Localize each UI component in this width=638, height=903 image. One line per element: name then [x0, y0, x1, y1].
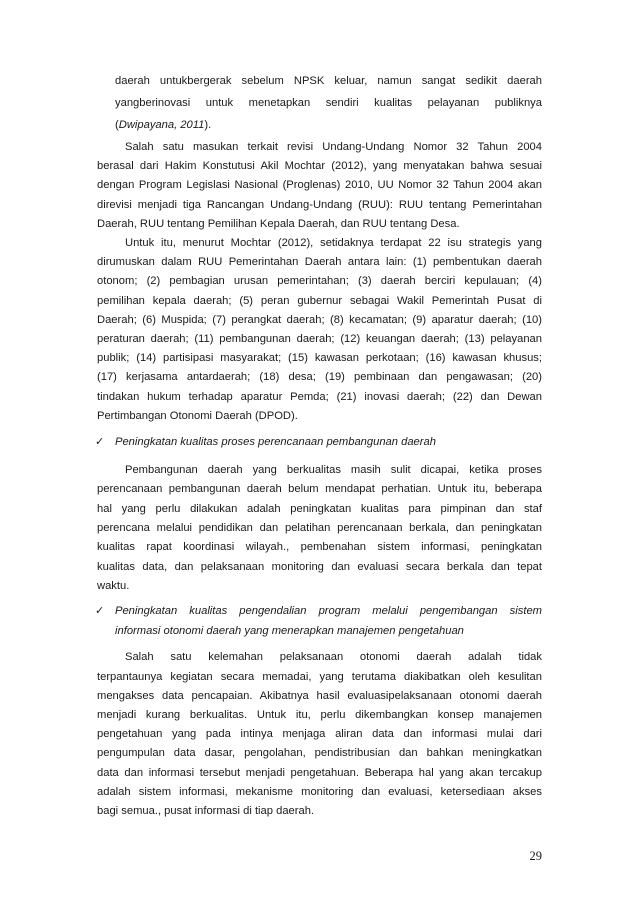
para4-line-1: Salah satu kelemahan pelaksanaan otonomi daerah adalah tidak [125, 651, 542, 663]
para1-line-2: berasal dari Hakim Konstutusi Akil Mochtar (2012), yang menyatakan bahwa sesuai [97, 160, 542, 172]
check-icon: ✓ [95, 605, 105, 617]
para2-line-5: Daerah; (6) Muspida; (7) perangkat daerah; (8) kecamatan; (9) aparatur daerah; (10) [97, 314, 542, 326]
para3-line-5: kualitas rapat koordinasi wilayah., pembenahan sistem informasi, peningkatan [97, 541, 542, 553]
para2-line-7: publik; (14) partisipasi masyarakat; (15) kawasan perkotaan; (16) kawasan khusus; [97, 352, 542, 364]
bullet1-text: Peningkatan kualitas proses perencanaan pembangunan daerah [115, 436, 436, 448]
quote-line-1: daerah untukbergerak sebelum NPSK keluar, namun sangat sedikit daerah [115, 75, 542, 87]
citation-close: ). [204, 119, 212, 131]
para3-line-7: waktu. [97, 580, 130, 592]
para2-line-4: pemilihan kepala daerah; (5) peran gubernur sebagai Wakil Pemerintah Pusat di [97, 295, 542, 307]
para4-line-5: pengetahuan yang pada intinya menjaga aliran data dan informasi mulai dari [97, 728, 542, 740]
para2-line-8: (17) kerjasama antardaerah; (18) desa; (19) pembinaan dan pengawasan; (20) [97, 371, 542, 383]
para2-line-3: otonom; (2) pembagian urusan pemerintahan; (3) daerah berciri kepulauan; (4) [97, 275, 542, 287]
para4-line-7: data dan informasi tersebut menjadi pengetahuan. Beberapa hal yang akan tercakup [97, 767, 542, 779]
para3-line-3: hal yang perlu dilakukan adalah peningkatan kualitas para pimpinan dan staf [97, 503, 542, 515]
para2-line-9: tindakan hukum terhadap aparatur Pemda; (21) inovasi daerah; (22) dan Dewan [97, 391, 542, 403]
bullet2-line-2: informasi otonomi daerah yang menerapkan manajemen pengetahuan [115, 625, 464, 637]
page-number: 29 [529, 849, 542, 863]
para4-line-3: mengakses data pencapaian. Akibatnya hasil evaluasipelaksanaan otonomi daerah [97, 690, 542, 702]
citation: Dwipayana, 2011 [118, 119, 205, 131]
para4-line-6: pengumpulan data dasar, pengolahan, pendistribusian dan bahkan meningkatkan [97, 747, 542, 759]
para4-line-4: menjadi kurang berkualitas. Untuk itu, perlu dikembangkan konsep manajemen [97, 709, 542, 721]
para2-line-6: peraturan daerah; (11) pembangunan daerah; (12) keuangan daerah; (13) pelayanan [97, 333, 542, 345]
quote-line-2: yangberinovasi untuk menetapkan sendiri kualitas pelayanan publiknya [115, 97, 542, 109]
para2-line-1: Untuk itu, menurut Mochtar (2012), setidaknya terdapat 22 isu strategis yang [125, 237, 542, 249]
check-icon: ✓ [95, 436, 105, 448]
para1-line-1: Salah satu masukan terkait revisi Undang-Undang Nomor 32 Tahun 2004 [125, 141, 542, 153]
para3-line-2: perencanaan pembangunan daerah belum mendapat perhatian. Untuk itu, beberapa [97, 483, 542, 495]
citation-open: ( [115, 119, 119, 131]
para1-line-3: dengan Program Legislasi Nasional (Proglenas) 2010, UU Nomor 32 Tahun 2004 akan [97, 179, 542, 191]
bullet2-line-1: Peningkatan kualitas pengendalian program melalui pengembangan sistem [115, 605, 542, 617]
quote-line-3 [115, 118, 542, 132]
para1-line-5: Daerah, RUU tentang Pemilihan Kepala Daerah, dan RUU tentang Desa. [97, 218, 460, 230]
para2-line-10: Pertimbangan Otonomi Daerah (DPOD). [97, 410, 298, 422]
para1-line-4: direvisi menjadi tiga Rancangan Undang-Undang (RUU): RUU tentang Pemerintahan [97, 199, 542, 211]
para4-line-8: adalah sistem informasi, mekanisme monitoring dan evaluasi, ketersediaan akses [97, 786, 542, 798]
para4-line-2: terpantaunya kegiatan secara memadai, yang terutama diakibatkan oleh kesulitan [97, 671, 542, 683]
para2-line-2: dirumuskan dalam RUU Pemerintahan Daerah antara lain: (1) pembentukan daerah [97, 256, 542, 268]
para3-line-1: Pembangunan daerah yang berkualitas masih sulit dicapai, ketika proses [125, 464, 542, 476]
para3-line-6: kualitas data, dan pelaksanaan monitoring dan evaluasi secara berkala dan tepat [97, 561, 542, 573]
para4-line-9: bagi semua., pusat informasi di tiap daerah. [97, 805, 315, 817]
para3-line-4: perencana melalui pendidikan dan pelatihan perencanaan berkala, dan peningkatan [97, 522, 542, 534]
